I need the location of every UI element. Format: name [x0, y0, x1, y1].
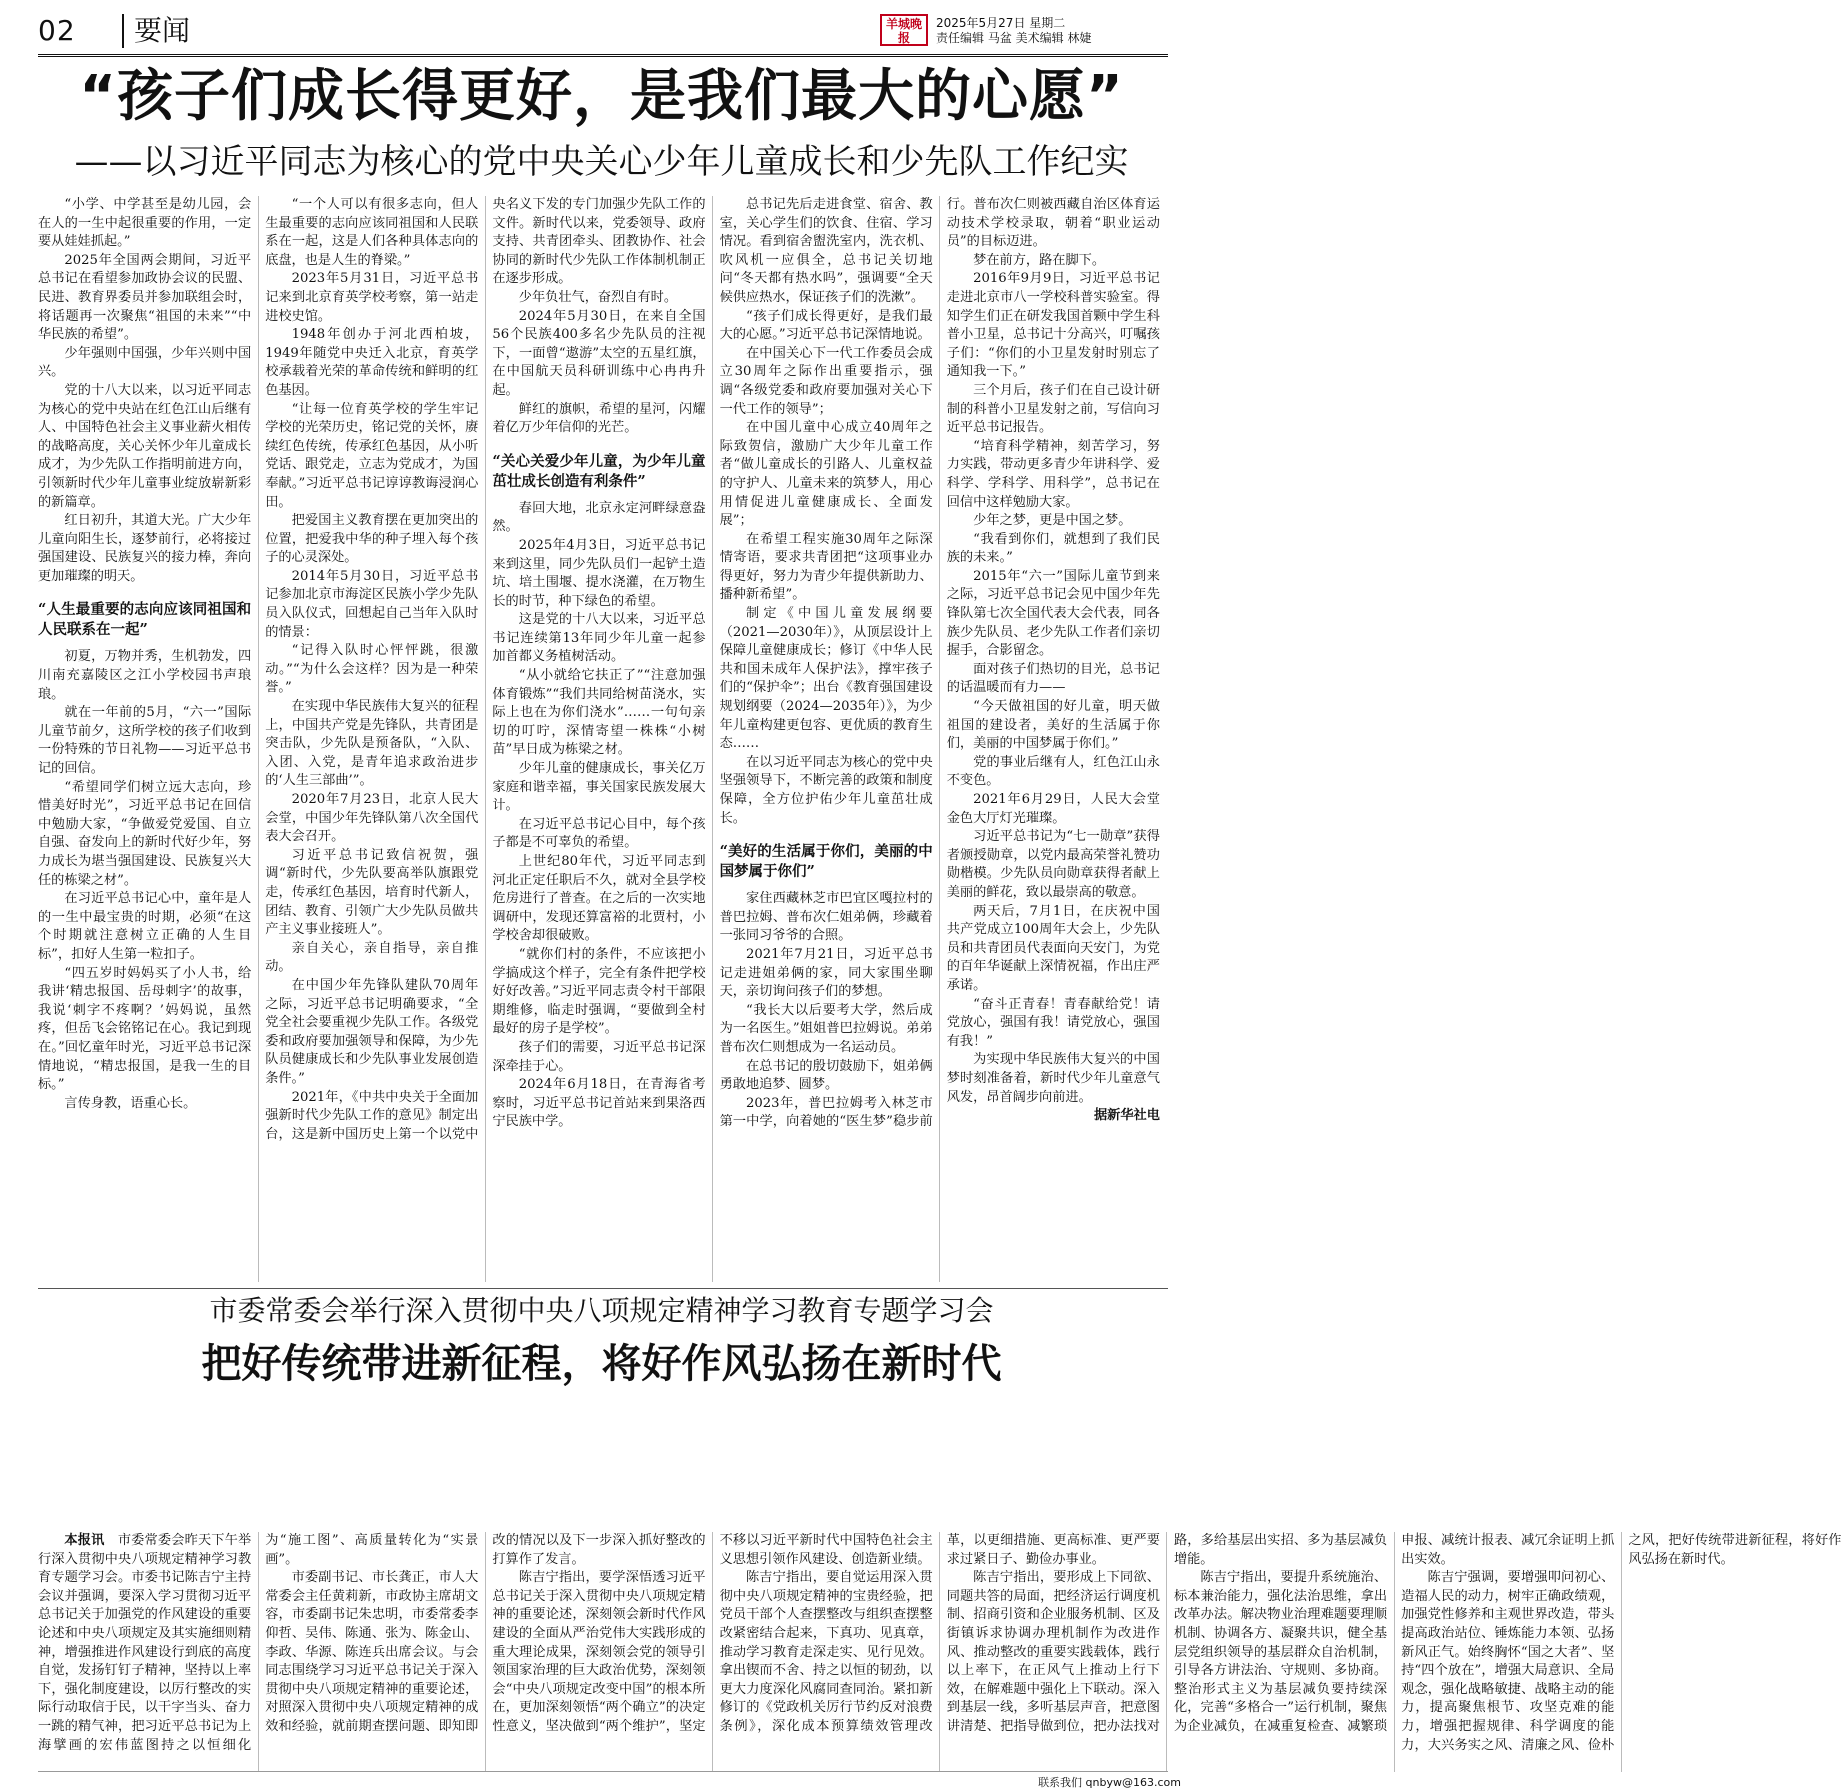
editor-credits: 责任编辑 马盆 美术编辑 林婕: [936, 31, 1092, 45]
article2-kicker: 市委常委会举行深入贯彻中央八项规定精神学习教育专题学习会: [209, 1294, 994, 1327]
paragraph: “四五岁时妈妈买了小人书，给我讲‘精忠报国、岳母刺字’的故事，我说‘刺字不疼啊？’妈妈说，虽然疼，但岳飞会铭铭记在心。我记到现在。”回忆童年时光，习近平总书记深情地说，“精忠报国，是我一生的目标。”: [38, 965, 252, 1093]
paragraph: “一个人可以有很多志向，但人生最重要的志向应该同祖国和人民联系在一起，这是人们各种具体志向的底盘，也是人生的脊梁。”: [265, 197, 479, 268]
paragraph: 在中国儿童中心成立40周年之际致贺信，激励广大少年儿童工作者“做儿童成长的引路人、儿童权益的守护人、儿童未来的筑梦人，用心用情促进儿童健康成长、全面发展”；: [719, 420, 933, 529]
paragraph: 1948年创办于河北西柏坡，1949年随党中央迁入北京，育英学校承载着光荣的革命传统和鲜明的红色基因。: [265, 327, 479, 398]
paragraph: 少年儿童的健康成长，事关亿万家庭和谐幸福，事关国家民族发展大计。: [492, 761, 706, 814]
paragraph: 2021年，《中共中央关于全面加强新时代少先队工作的意见》制定出台，这是新中国历史上第一个以党中央名义下发的专门加强少先队工作的文件。新时代以来，党委领导、政府支持、共青团牵头、团教协作、社会协同的新时代少先队工作体制机制正在逐步形成。: [265, 197, 706, 1142]
paragraph: 制定《中国儿童发展纲要（2021—2030年）》，从顶层设计上保障儿童健康成长；修订《中华人民共和国未成年人保护法》，撑牢孩子们的“保护伞”；出台《教育强国建设规划纲要（2024—2035年）》，为少年儿童构建更包容、更优质的教育生态……: [719, 606, 933, 752]
dateline: 本报讯: [64, 1533, 118, 1548]
paragraph: 2023年5月31日，习近平总书记来到北京育英学校考察，第一站走进校史馆。: [265, 271, 479, 324]
paragraph: 2021年7月21日，习近平总书记走进姐弟俩的家，同大家围坐聊天，亲切询问孩子们的梦想。: [719, 946, 933, 1000]
section-name: 要闻: [122, 14, 190, 48]
paragraph: 春回大地，北京永定河畔绿意盎然。: [492, 500, 706, 535]
paragraph: 言传身教，语重心长。: [64, 1095, 197, 1111]
paragraph: 2023年，普巴拉姆考入林芝市第一中学，向着她的“医生梦”稳步前行。普布次仁则被西藏自治区体育运动技术学校录取，朝着“职业运动员”的目标迈进。: [719, 197, 1160, 1130]
paragraph: 2016年9月9日，习近平总书记走进北京市八一学校科普实验室。得知学生们正在研发我国首颗中学生科普小卫星，总书记十分高兴，叮嘱孩子们：“你们的小卫星发射时别忘了通知我一下。”: [946, 271, 1160, 380]
paragraph: 在中国少年先锋队建队70周年之际，习近平总书记明确要求，“全党全社会要重视少先队工作。各级党委和政府要加强领导和保障，为少先队员健康成长和少先队事业发展创造条件。”: [265, 977, 479, 1086]
paragraph: 梦在前方，路在脚下。: [973, 252, 1106, 268]
paragraph: “今天做祖国的好儿童，明天做祖国的建设者，美好的生活属于你们，美丽的中国梦属于你们。”: [946, 699, 1160, 752]
issue-meta: [936, 16, 1158, 46]
paragraph: 陈吉宁指出，要提升系统施治、标本兼治能力，强化法治思维，拿出改革办法。解决物业治理难题要理顺机制、协调各方、凝聚共识，健全基层党组织领导的基层群众自治机制，引导各方讲法治、守规则、多协商。整治形式主义为基层减负要持续深化，完善“多格合一”运行机制，聚焦为企业减负，在减重复检查、减繁琐申报、减统计报表、减冗余证明上抓出实效。: [1173, 1533, 1615, 1734]
paragraph: 2020年7月23日，北京人民大会堂，中国少年先锋队第八次全国代表大会召开。: [265, 792, 479, 845]
paragraph: 2025年全国两会期间，习近平总书记在看望参加政协会议的民盟、民进、教育界委员并参加联组会时，将话题再一次聚焦“祖国的未来”“中华民族的希望”。: [38, 252, 252, 343]
paragraph: 在希望工程实施30周年之际深情寄语，要求共青团把“这项事业办得更好，努力为青少年提供新助力、播种新希望”。: [719, 531, 933, 603]
page-number: 02: [38, 14, 76, 47]
divider: [38, 1288, 1168, 1289]
section-heading: “人生最重要的志向应该同祖国和人民联系在一起”: [38, 601, 252, 639]
paragraph: 在以习近平同志为核心的党中央坚强领导下，不断完善的政策和制度保障，全方位护佑少年儿童茁壮成长。: [719, 754, 933, 826]
paragraph: 习近平总书记致信祝贺，强调“新时代，少先队要高举队旗跟党走，传承红色基因，培育时代新人，团结、教育、引领广大少先队员做共产主义事业接班人”。: [265, 847, 479, 938]
paragraph: 党的事业后继有人，红色江山永不变色。: [946, 754, 1160, 789]
article1-title: “孩子们成长得更好，是我们最大的心愿”: [79, 64, 1124, 129]
paragraph: 2025年4月3日，习近平总书记来到这里，同少先队员们一起铲土造坑、培土围堰、提水浇灌，在万物生长的时节，种下绿色的希望。: [492, 537, 706, 609]
paragraph: “就你们村的条件，不应该把小学搞成这个样子，完全有条件把学校好好改善。”习近平同志责令村干部限期维修，临走时强调，“要做到全村最好的房子是学校”。: [492, 946, 706, 1037]
paragraph: 2024年6月18日，在青海省考察时，习近平总书记首站来到果洛西宁民族中学。: [492, 1077, 706, 1130]
article1-subtitle: ——以习近平同志为核心的党中央关心少年儿童成长和少先队工作纪实: [74, 142, 1129, 182]
paragraph: 党的十八大以来，以习近平同志为核心的党中央站在红色江山后继有人、中国特色社会主义事业薪火相传的战略高度，关心关怀少年儿童成长成才，为少先队工作指明前进方向，引领新时代少年儿童事业绽放崭新彩的新篇章。: [38, 382, 252, 510]
paragraph: 陈吉宁强调，要增强叩问初心、造福人民的动力，树牢正确政绩观，加强党性修养和主观世界改造，带头提高政治站位、锤炼能力本领、弘扬新风正气。始终胸怀“国之大者”、坚持“四个放在”，增强大局意识、全局观念，强化战略敏捷、战略主动的能力，提高聚焦根节、攻坚克难的能力，增强把握规律、科学调度的能力，大兴务实之风、清廉之风、俭朴之风，把好传统带进新征程，将好作风弘扬在新时代。: [1401, 1533, 1842, 1753]
paragraph: “从小就给它扶正了”“注意加强体育锻炼”“我们共同给树苗浇水，实际上也在为你们浇水”……一句句亲切的叮咛，深情寄望一株株“小树苗”早日成为栋梁之材。: [492, 668, 706, 758]
source-credit: 据新华社电: [1094, 1108, 1160, 1124]
paragraph: 在实现中华民族伟大复兴的征程上，中国共产党是先锋队，共青团是突击队，少先队是预备队，“入队、入团、入党，是青年追求政治进步的‘人生三部曲’”。: [265, 699, 479, 789]
footer-rule: [38, 1771, 1168, 1772]
paragraph: 2024年5月30日，在来自全国56个民族400多名少先队员的注视下，一面曾“遨游”太空的五星红旗，在中国航天员科研训练中心冉冉升起。: [492, 308, 706, 398]
paragraph: “记得入队时心怦怦跳，很激动。”“为什么会这样？因为是一种荣誉。”: [265, 643, 479, 696]
paragraph: 陈吉宁指出，要学深悟透习近平总书记关于深入贯彻中央八项规定精神的重要论述，深刻领会新时代作风建设的全面从严治党伟大实践形成的重大理论成果，深刻领会党的领导引领国家治理的巨大政治优势，深刻领会“中央八项规定改变中国”的根本所在，更加深刻领悟“两个确立”的决定性意义，坚决做到“两个维护”，坚定不移以习近平新时代中国特色社会主义思想引领作风建设、创造新业绩。: [492, 1533, 933, 1734]
header-rule: [38, 54, 1168, 57]
paragraph: 两天后，7月1日，在庆祝中国共产党成立100周年大会上，少先队员和共青团员代表面向天安门，为党的百年华诞献上深情祝福，作出庄严承诺。: [946, 903, 1160, 993]
section-heading: “关心关爱少年儿童，为少年儿童茁壮成长创造有利条件”: [492, 452, 706, 490]
paragraph: 2021年6月29日，人民大会堂金色大厅灯光璀璨。: [946, 792, 1160, 826]
paragraph: 在习近平总书记心目中，每个孩子都是不可辜负的希望。: [492, 816, 706, 851]
paragraph: 陈吉宁指出，要形成上下同欲、同题共答的局面，把经济运行调度机制、招商引资和企业服务机制、区及街镇诉求协调办理机制作为改进作风、推动整改的重要实践载体，践行以上率下，在正风气上推动上行下效，在解难题中强化上下联动。深入到基层一线，多听基层声音，把意图讲清楚、把指导做到位，把办法找对路，多给基层出实招、多为基层减负增能。: [946, 1533, 1388, 1734]
paragraph: “我看到你们，就想到了我们民族的未来。”: [946, 531, 1160, 566]
footer-contact: 联系我们 qnbyw@163.com: [1038, 1776, 1181, 1789]
paragraph: 少年之梦，更是中国之梦。: [973, 513, 1132, 529]
paragraph: 把爱国主义教育摆在更加突出的位置，把爱我中华的种子埋入每个孩子的心灵深处。: [265, 513, 479, 566]
paragraph: 少年强则中国强，少年兴则中国兴。: [38, 345, 252, 380]
paragraph: 总书记先后走进食堂、宿舍、教室，关心学生们的饮食、住宿、学习情况。看到宿舍盥洗室内，洗衣机、吹风机一应俱全，总书记关切地问“冬天都有热水吗”，强调要“全天候供应热水，保证孩子们的洗漱”。: [719, 197, 933, 305]
paragraph: 少年负壮气，奋烈自有时。: [518, 289, 678, 305]
paragraph: 就在一年前的5月，“六一”国际儿童节前夕，这所学校的孩子们收到一份特殊的节日礼物——习近平总书记的回信。: [38, 705, 252, 777]
paragraph: “小学、中学甚至是幼儿园，会在人的一生中起很重要的作用，一定要从娃娃抓起。”: [38, 197, 252, 250]
paragraph: 上世纪80年代，习近平同志到河北正定任职后不久，就对全县学校危房进行了普查。在之后的一次实地调研中，发现还算富裕的北贾村，小学校舍却很破败。: [492, 854, 706, 944]
paragraph: 孩子们的需要，习近平总书记深深牵挂于心。: [492, 1039, 706, 1074]
paragraph: 红日初升，其道大光。广大少年儿童向阳生长，逐梦前行，必将接过强国建设、民族复兴的接力棒，奔向更加璀璨的明天。: [38, 513, 252, 584]
paragraph: 习近平总书记为“七一勋章”获得者颁授勋章，以党内最高荣誉礼赞功勋楷模。少先队员向勋章获得者献上美丽的鲜花，致以最崇高的敬意。: [946, 829, 1160, 900]
paragraph: “孩子们成长得更好，是我们最大的心愿。”习近平总书记深情地说。: [719, 308, 933, 343]
paragraph: 陈吉宁指出，要自觉运用深入贯彻中央八项规定精神的宝贵经验，把党员干部个人查摆整改与组织查摆整改紧密结合起来，下真功、见真章，推动学习教育走深走实、见行见效。拿出锲而不舍、持之以恒的韧劲，以更大力度深化风腐同查同治。紧扣新修订的《党政机关厉行节约反对浪费条例》，深化成本预算绩效管理改革，以更细措施、更高标准、更严要求过紧日子、勤俭办事业。: [719, 1533, 1160, 1734]
article1-body: [38, 196, 1160, 1282]
paragraph: 三个月后，孩子们在自己设计研制的科普小卫星发射之前，写信向习近平总书记报告。: [946, 382, 1160, 436]
paragraph: “我长大以后要考大学，然后成为一名医生。”姐姐普巴拉姆说。弟弟普布次仁则想成为一名运动员。: [719, 1002, 933, 1055]
paragraph: “奋斗正青春！青春献给党！请党放心，强国有我！请党放心，强国有我！”: [946, 996, 1160, 1049]
paragraph: 初夏，万物并秀，生机勃发，四川南充嘉陵区之江小学校园书声琅琅。: [38, 649, 252, 702]
paragraph: 本报讯 市委常委会昨天下午举行深入贯彻中央八项规定精神学习教育专题学习会。市委书记陈吉宁主持会议并强调，要深入学习贯彻习近平总书记关于加强党的作风建设的重要论述和中央八项规定及其实施细则精神，增强推进作风建设行到底的高度自觉，发扬钉钉子精神，坚持以上率下，强化制度建设，以厉行整改的实际行动取信于民，以干字当头、奋力一跳的精气神，把习近平总书记为上海擘画的宏伟蓝图持之以恒细化为“施工图”、高质量转化为“实景画”。: [38, 1533, 479, 1753]
paragraph: 在习近平总书记心中，童年是人的一生中最宝贵的时期，必须“在这个时期就注意树立正确的人生目标”，扣好人生第一粒扣子。: [38, 891, 252, 962]
paragraph: 市委副书记、市长龚正，市人大常委会主任黄莉新，市政协主席胡文容，市委副书记朱忠明，市委常委李仰哲、吴伟、陈通、张为、陈金山、李政、华源、陈连兵出席会议。与会同志围绕学习习近平总书记关于深入贯彻中央八项规定精神的重要论述，对照深入贯彻中央八项规定精神的成效和经验，就前期查摆问题、即知即改的情况以及下一步深入抓好整改的打算作了发言。: [265, 1533, 706, 1734]
paragraph: 这是党的十八大以来，习近平总书记连续第13年同少年儿童一起参加首都义务植树活动。: [492, 612, 706, 665]
page-header: [38, 14, 1178, 52]
newspaper-logo: 羊城晚报: [880, 14, 928, 46]
section-heading: “美好的生活属于你们，美丽的中国梦属于你们”: [719, 843, 933, 881]
paragraph: 2015年“六一”国际儿童节到来之际，习近平总书记会见中国少年先锋队第七次全国代表大会代表，同各族少先队员、老少先队工作者们亲切握手，合影留念。: [946, 568, 1160, 659]
paragraph: 为实现中华民族伟大复兴的中国梦时刻准备着，新时代少年儿童意气风发，昂首阔步向前进。: [946, 1052, 1160, 1105]
paragraph: 亲自关心，亲自指导，亲自推动。: [265, 940, 479, 975]
paragraph: 2014年5月30日，习近平总书记参加北京市海淀区民族小学少先队员入队仪式，回想起自己当年入队时的情景：: [265, 568, 479, 640]
article2-body: [38, 1532, 1842, 1772]
article2-title: 把好传统带进新征程，将好作风弘扬在新时代: [201, 1341, 1002, 1387]
paragraph: “希望同学们树立远大志向，珍惜美好时光”，习近平总书记在回信中勉励大家，“争做爱党爱国、自立自强、奋发向上的新时代好少年，努力成长为堪当强国建设、民族复兴大任的栋梁之材”。: [38, 779, 252, 888]
paragraph: 面对孩子们热切的目光，总书记的话温暖而有力——: [946, 661, 1160, 696]
paragraph: 在中国关心下一代工作委员会成立30周年之际作出重要指示，强调“各级党委和政府要加强对关心下一代工作的领导”；: [719, 345, 933, 417]
paragraph: “让每一位育英学校的学生牢记学校的光荣历史，铭记党的关怀，赓续红色传统，传承红色基因，从小听党话、跟党走，立志为党成才，为国奉献。”习近平总书记谆谆教诲浸润心田。: [265, 401, 479, 510]
paragraph: 家住西藏林芝市巴宜区嘎拉村的普巴拉姆、普布次仁姐弟俩，珍藏着一张同习爷爷的合照。: [719, 891, 933, 944]
issue-date: 2025年5月27日 星期二: [936, 16, 1066, 30]
paragraph: “培育科学精神，刻苦学习，努力实践，带动更多青少年讲科学、爱科学、学科学、用科学”，总书记在回信中这样勉励大家。: [946, 438, 1160, 510]
paragraph: 在总书记的殷切鼓励下，姐弟俩勇敢地追梦、圆梦。: [719, 1058, 933, 1093]
paragraph: 鲜红的旗帜，希望的星河，闪耀着亿万少年信仰的光芒。: [492, 401, 706, 436]
